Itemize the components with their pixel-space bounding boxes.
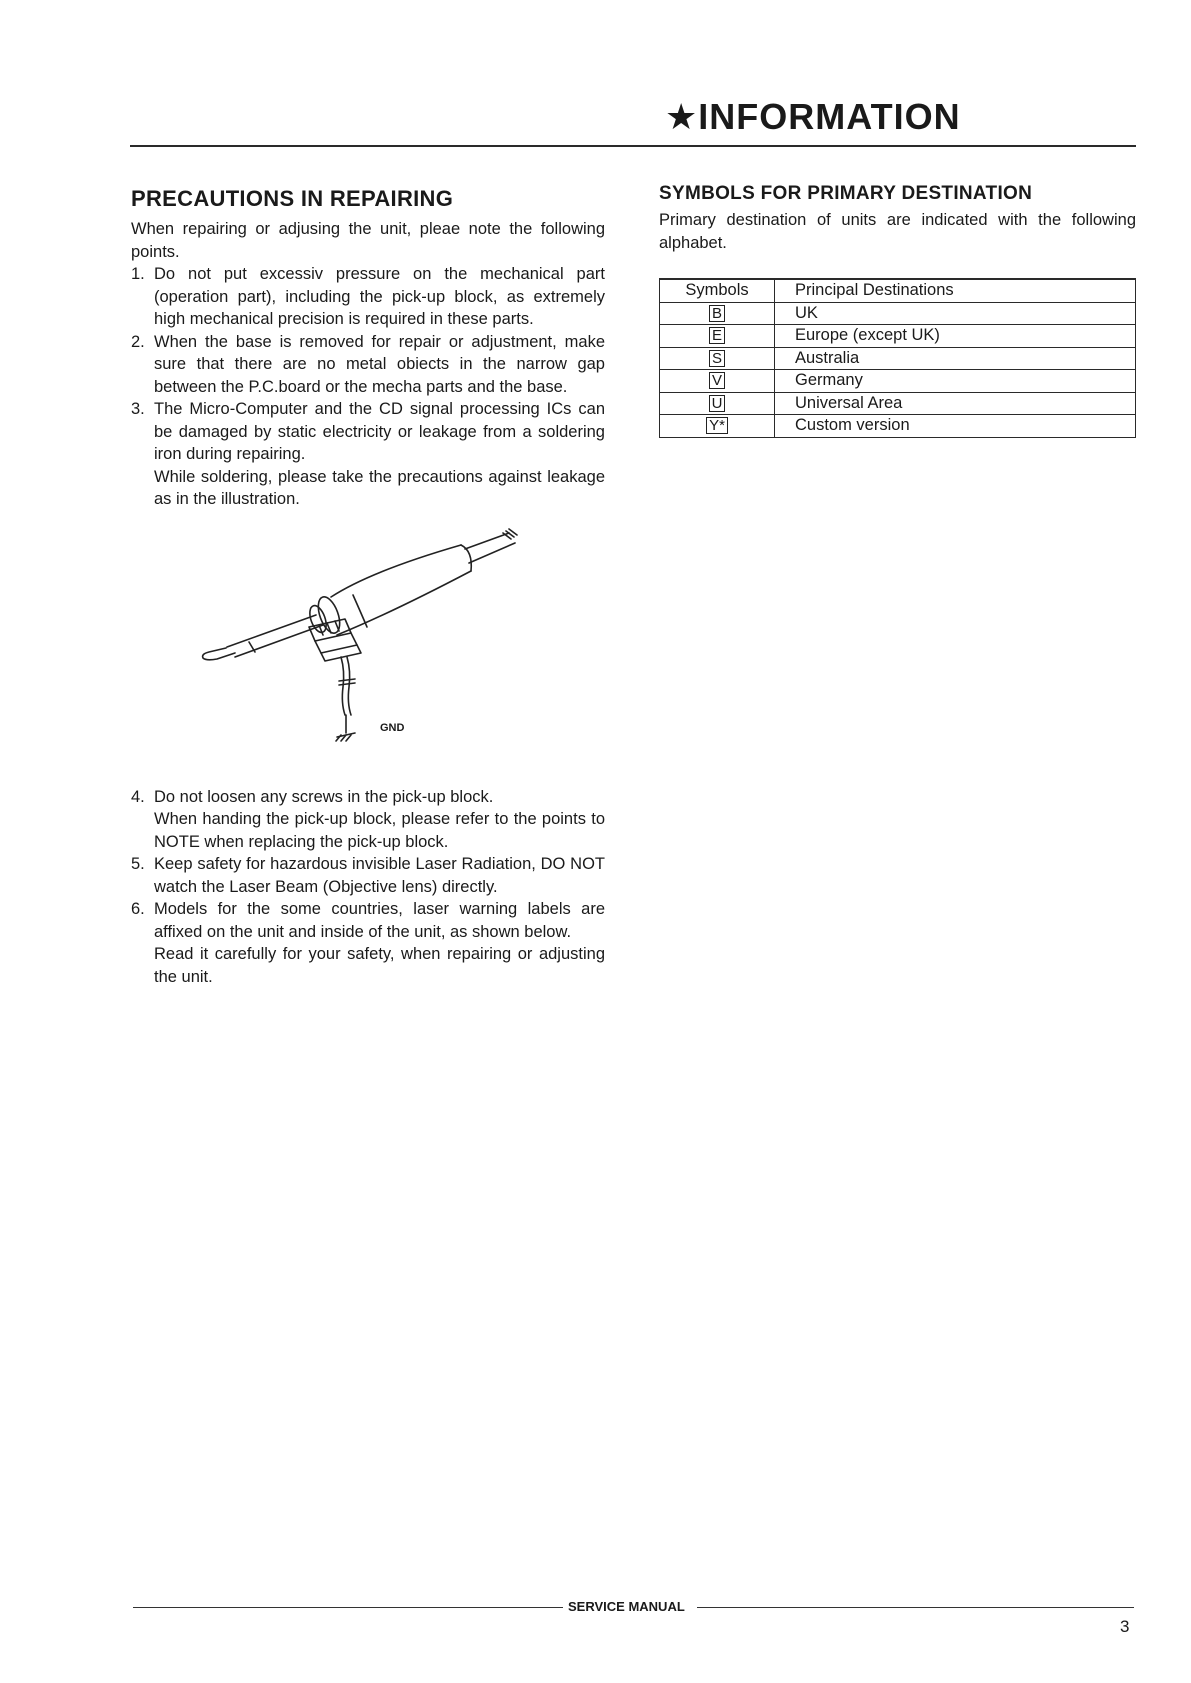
item-text: When the base is removed for repair or adjustment, make sure that there are no metal obiects in the narrow gap between the P.C.board or the mecha parts and the base. (154, 332, 605, 396)
table-row (660, 325, 1136, 348)
table-header-row (660, 279, 1136, 302)
destination-cell: UK (775, 302, 1136, 325)
item-text: Keep safety for hazardous invisible Laser Radiation, DO NOT watch the Laser Beam (Objective lens) directly. (154, 855, 605, 896)
precautions-section (131, 186, 605, 988)
symbols-intro: Primary destination of units are indicated with the following alphabet. (659, 211, 1136, 252)
page-title (665, 96, 961, 138)
star-icon: ★ (665, 96, 699, 137)
precautions-list-bottom (131, 786, 605, 989)
page-title-text: INFORMATION (698, 96, 961, 137)
destination-cell: Europe (except UK) (775, 325, 1136, 348)
footer-label: SERVICE MANUAL (568, 1599, 685, 1614)
symbol-badge: V (709, 372, 725, 389)
table-row (660, 302, 1136, 325)
soldering-iron-illustration (131, 511, 605, 786)
destinations-column-header: Principal Destinations (775, 279, 1136, 302)
gnd-label: GND (380, 721, 405, 734)
soldering-iron-icon (131, 511, 605, 786)
symbol-badge: E (709, 327, 725, 344)
item-number: 1. (131, 265, 145, 283)
page-number: 3 (1120, 1617, 1130, 1636)
destination-cell: Germany (775, 370, 1136, 393)
list-item (131, 853, 605, 898)
item-subtext: When handing the pick-up block, please refer to the points to NOTE when replacing the pick-up block. (154, 810, 605, 851)
precautions-intro: When repairing or adjusing the unit, pleae note the following points. (131, 220, 605, 261)
item-number: 5. (131, 855, 145, 873)
precautions-list-top (131, 263, 605, 511)
symbols-section (659, 183, 1136, 438)
item-number: 4. (131, 787, 145, 806)
item-text: Do not put excessiv pressure on the mechanical part (operation part), including the pick-up block, as extremely high mechanical precision is required in these parts. (154, 265, 605, 328)
destination-cell: Custom version (775, 415, 1136, 438)
table-row (660, 392, 1136, 415)
destination-table (659, 278, 1136, 438)
list-item (131, 786, 605, 854)
item-number: 2. (131, 332, 145, 351)
symbol-badge: Y* (706, 417, 728, 434)
list-item (131, 331, 605, 399)
item-text: The Micro-Computer and the CD signal processing ICs can be damaged by static electricity or leakage from a soldering iron during repairing. (154, 400, 605, 463)
header-rule (130, 145, 1136, 147)
item-subtext: Read it carefully for your safety, when repairing or adjusting the unit. (154, 945, 605, 986)
list-item (131, 398, 605, 511)
footer-rule-right (697, 1607, 1134, 1608)
item-number: 3. (131, 400, 145, 418)
list-item (131, 263, 605, 331)
item-subtext: While soldering, please take the precautions against leakage as in the illustration. (154, 467, 605, 508)
item-text: Models for the some countries, laser warning labels are affixed on the unit and inside of the unit, as shown below. (154, 900, 605, 941)
symbol-badge: U (709, 395, 726, 412)
footer-rule-left (133, 1607, 563, 1608)
table-row (660, 370, 1136, 393)
symbol-badge: B (709, 305, 725, 322)
symbol-badge: S (709, 350, 725, 367)
destination-cell: Universal Area (775, 392, 1136, 415)
list-item (131, 898, 605, 988)
symbols-column-header: Symbols (660, 279, 775, 302)
item-text: Do not loosen any screws in the pick-up block. (154, 787, 494, 806)
precautions-title: PRECAUTIONS IN REPAIRING (131, 186, 454, 211)
table-row (660, 415, 1136, 438)
destination-cell: Australia (775, 347, 1136, 370)
item-number: 6. (131, 900, 145, 918)
table-row (660, 347, 1136, 370)
symbols-title: SYMBOLS FOR PRIMARY DESTINATION (659, 183, 1033, 204)
